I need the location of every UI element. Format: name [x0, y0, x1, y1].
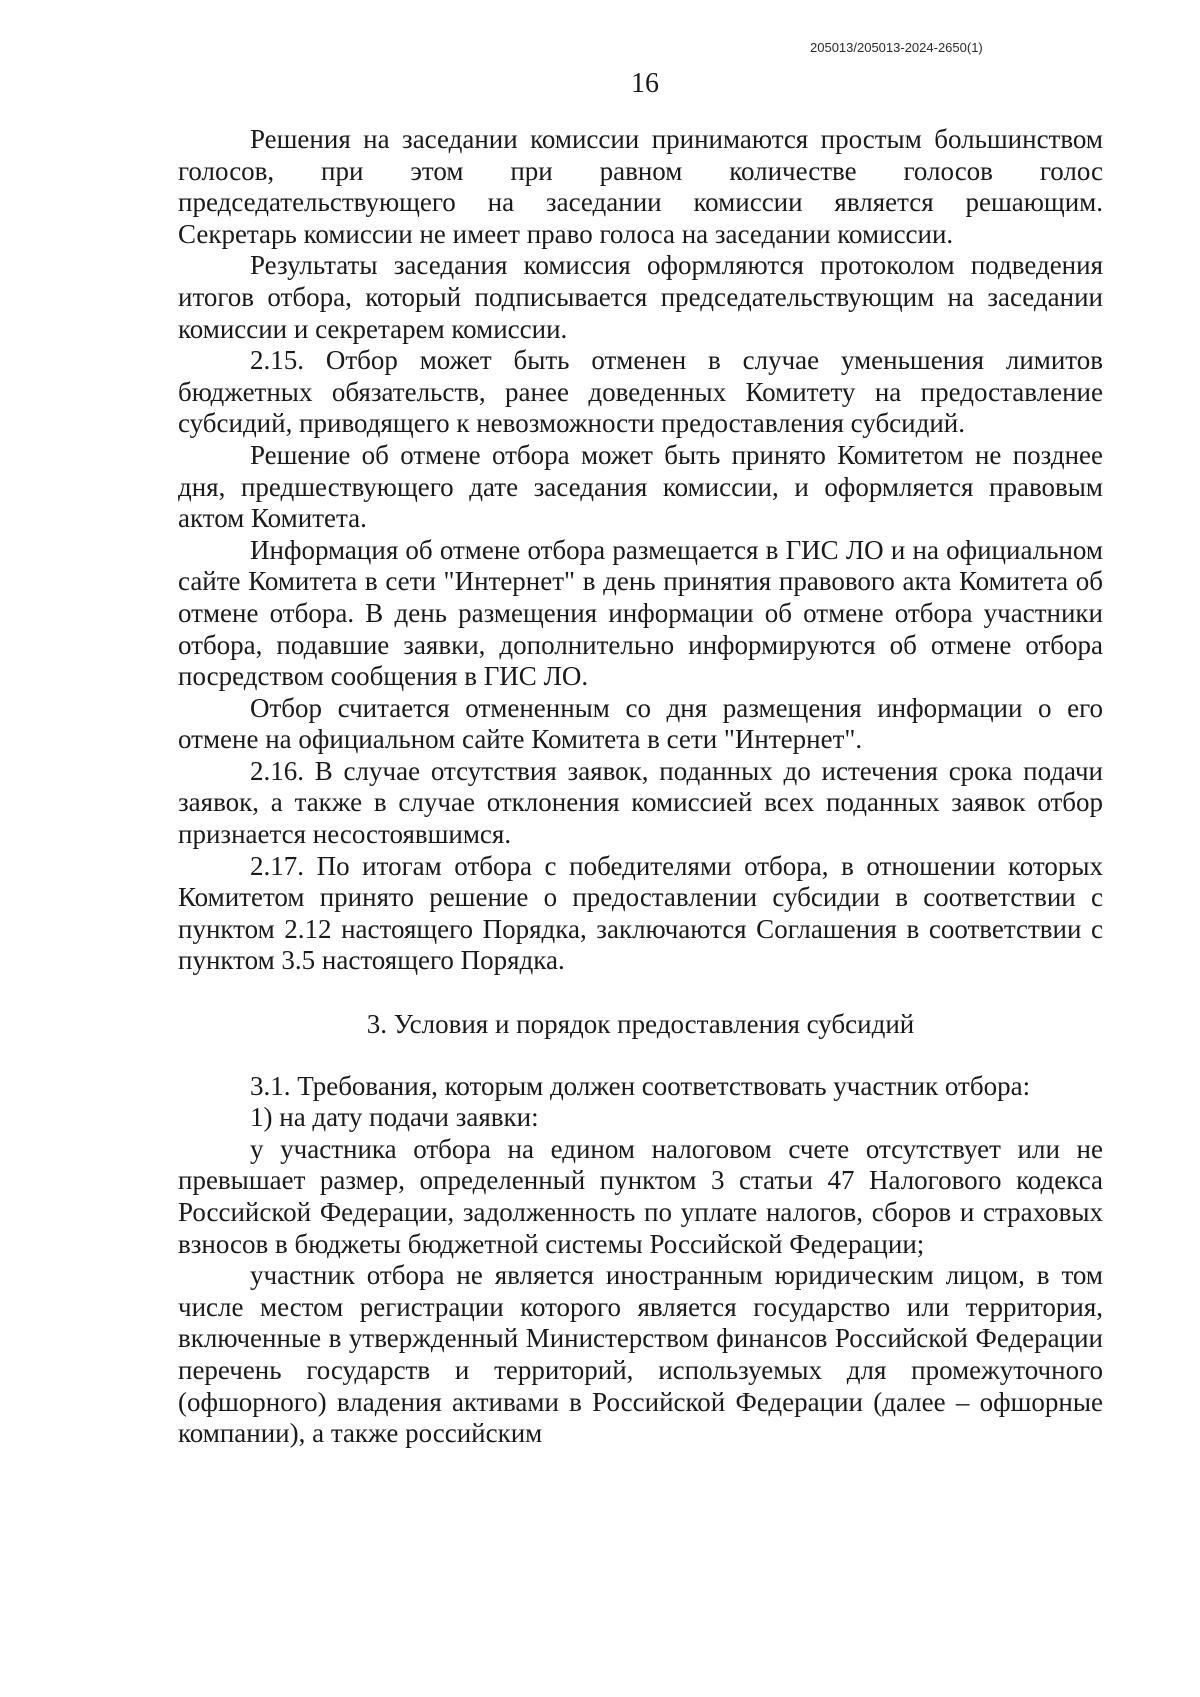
document-id: 205013/205013-2024-2650(1) [810, 40, 983, 55]
page-number: 16 [631, 68, 659, 99]
paragraph: Отбор считается отмененным со дня размещения информации о его отмене на официальном сайте Комитета в сети "Интернет". [178, 692, 1103, 755]
document-body [178, 124, 1103, 1450]
paragraph: Решение об отмене отбора может быть принято Комитетом не позднее дня, предшествующего дате заседания комиссии, и оформляется правовым актом Комитета. [178, 439, 1103, 534]
paragraph: участник отбора не является иностранным юридическим лицом, в том числе местом регистрации которого является государство или территория, включенные в утвержденный Министерством финансов Российской Федерации перечень государств и территорий, используемых для промежуточного (офшорного) владения активами в Российской Федерации (далее – офшорные компании), а также российским [178, 1260, 1103, 1449]
paragraph: 1) на дату подачи заявки: [250, 1102, 539, 1133]
paragraph: Результаты заседания комиссия оформляются протоколом подведения итогов отбора, который подписывается председательствующим на заседании комиссии и секретарем комиссии. [178, 250, 1103, 344]
paragraph: 2.16. В случае отсутствия заявок, поданных до истечения срока подачи заявок, а также в случае отклонения комиссией всех поданных заявок отбор признается несостоявшимся. [178, 755, 1103, 850]
section-heading: 3. Условия и порядок предоставления субсидий [366, 1009, 915, 1040]
paragraph: Информация об отмене отбора размещается в ГИС ЛО и на официальном сайте Комитета в сети "Интернет" в день принятия правового акта Комитета об отмене отбора. В день размещения информации об отмене отбора участники отбора, подавшие заявки, дополнительно информируются об отмене отбора посредством сообщения в ГИС ЛО. [178, 534, 1103, 692]
paragraph: Решения на заседании комиссии принимаются простым большинством голосов, при этом при равном количестве голосов голос председательствующего на заседании комиссии является решающим. Секретарь комиссии не имеет право голоса на заседании комиссии. [178, 124, 1103, 249]
paragraph: 3.1. Требования, которым должен соответствовать участник отбора: [250, 1070, 1031, 1101]
paragraph: 2.15. Отбор может быть отменен в случае уменьшения лимитов бюджетных обязательств, ранее доведенных Комитету на предоставление субсидий, приводящего к невозможности предоставления субсидий. [178, 345, 1103, 439]
paragraph: 2.17. По итогам отбора с победителями отбора, в отношении которых Комитетом принято решение о предоставлении субсидии в соответствии с пунктом 2.12 настоящего Порядка, заключаются Соглашения в соответствии с пунктом 3.5 настоящего Порядка. [178, 850, 1103, 976]
paragraph: у участника отбора на едином налоговом счете отсутствует или не превышает размер, определенный пунктом 3 статьи 47 Налогового кодекса Российской Федерации, задолженность по уплате налогов, сборов и страховых взносов в бюджеты бюджетной системы Российской Федерации; [178, 1133, 1103, 1259]
